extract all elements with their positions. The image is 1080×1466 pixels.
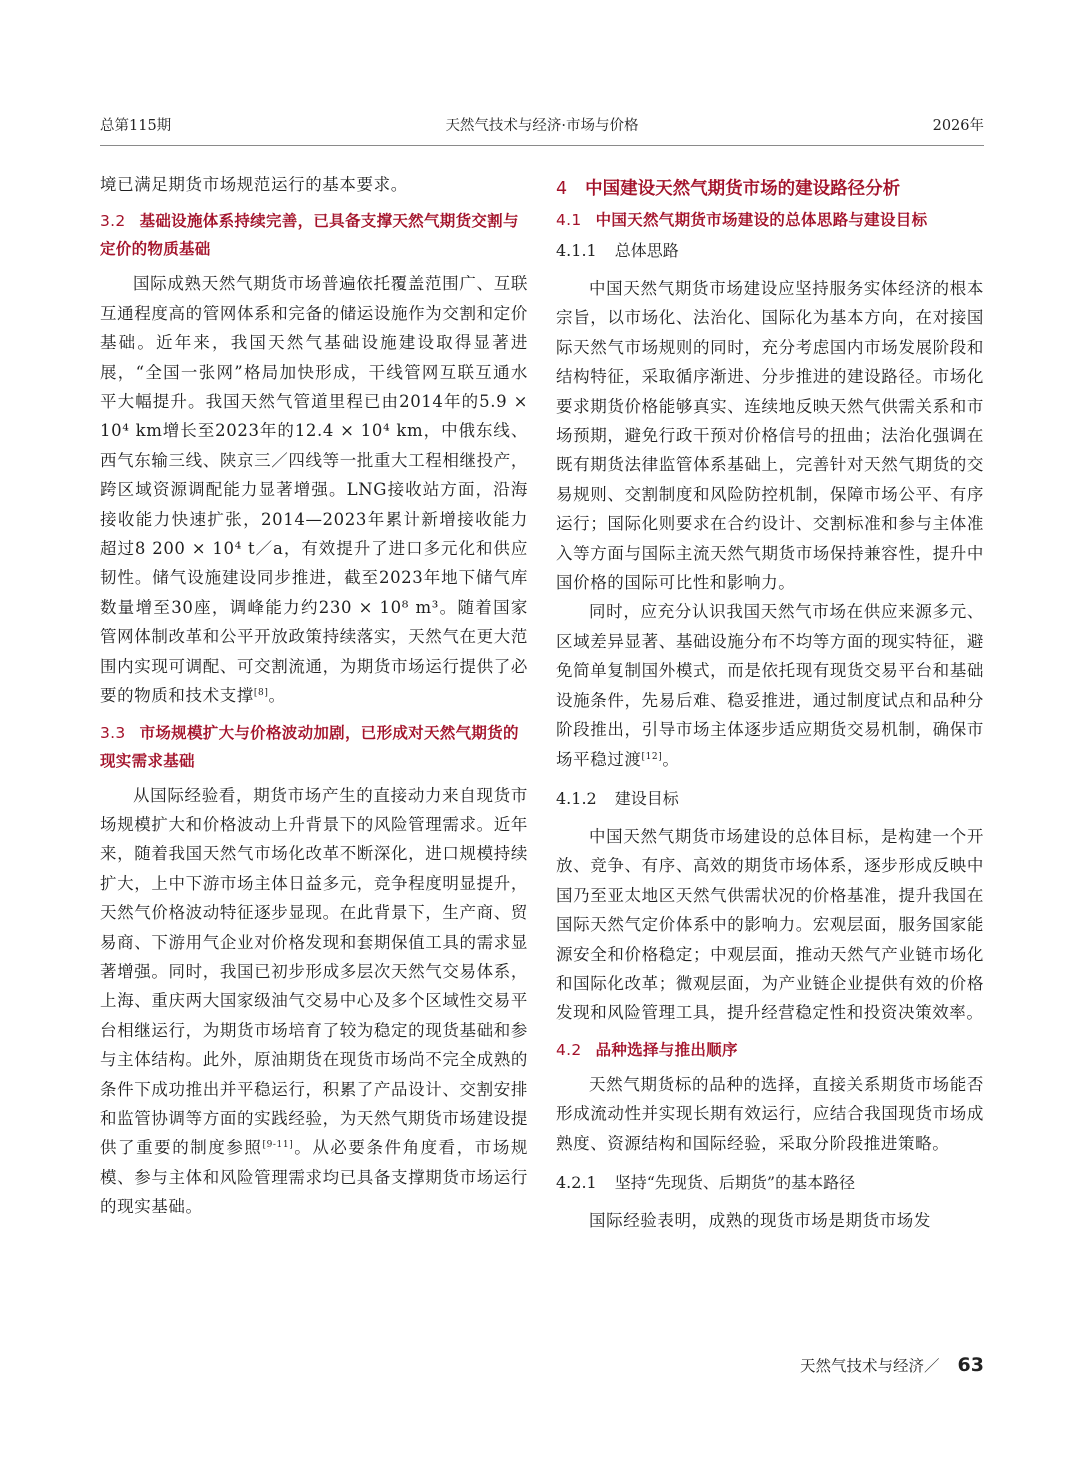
section-title: 中国建设天然气期货市场的建设路径分析	[585, 179, 901, 199]
section-title: 市场规模扩大与价格波动加剧，已形成对天然气期货的现实需求基础	[100, 723, 519, 770]
citation: [9-11]	[262, 1140, 294, 1151]
section-title: 基础设施体系持续完善，已具备支撑天然气期货交割与定价的物质基础	[100, 212, 519, 259]
section-number: 3.3	[100, 723, 126, 742]
section-number: 4.2	[556, 1040, 582, 1059]
section-heading-3-2	[100, 207, 528, 263]
paragraph: 国际经验表明，成熟的现货市场是期货市场发	[589, 1210, 931, 1230]
paragraph-end: 。	[268, 686, 286, 706]
paragraph-text: 国际成熟天然气期货市场普遍依托覆盖范围广、互联互通程度高的管网体系和完备的储运设施作为交割和定价基础。近年来，我国天然气基础设施建设取得显著进展，“全国一张网”格局加快形成，干线管网互联互通水平大幅提升。我国天然气管道里程已由2014年的5.9 × 10⁴ km增长至2023年的12.4 × 10⁴ km，中俄东线、西气东输三线、陕京三／四线等一批重大工程相继投产，跨区域资源调配能力显著增强。LNG接收站方面，沿海接收能力快速扩张，2014—2023年累计新增接收能力超过8 200 × 10⁴ t／a，有效提升了进口多元化和供应韧性。储气设施建设同步推进，截至2023年地下储气库数量增至30座，调峰能力约230 × 10⁸ m³。随着国家管网体制改革和公平开放政策持续落实，天然气在更大范围内实现可调配、可交割流通，为期货市场运行提供了必要的物质和技术支撑	[100, 274, 528, 706]
paragraph	[100, 269, 528, 710]
right-column	[556, 170, 984, 1235]
paragraph: 中国天然气期货市场建设应坚持服务实体经济的根本宗旨，以市场化、法治化、国际化为基本方向，在对接国际天然气市场规则的同时，充分考虑国内市场发展阶段和结构特征，采取循序渐进、分步推进的建设路径。市场化要求期货价格能够真实、连续地反映天然气供需关系和市场预期，避免行政干预对价格信号的扭曲；法治化强调在既有期货法律监管体系基础上，完善针对天然气期货的交易规则、交割制度和风险防控机制，保障市场公平、有序运行；国际化则要求在合约设计、交割标准和参与主体准入等方面与国际主流天然气期货市场保持兼容性，提升中国价格的国际可比性和影响力。	[556, 279, 984, 593]
citation: [12]	[641, 751, 663, 762]
section-number: 3.2	[100, 212, 126, 231]
left-column	[100, 170, 528, 1222]
journal-section: 天然气技术与经济·市场与价格	[445, 118, 639, 134]
subsection-title: 总体思路	[614, 241, 679, 260]
paragraph: 中国天然气期货市场建设的总体目标，是构建一个开放、竞争、有序、高效的期货市场体系，逐步形成反映中国乃至亚太地区天然气供需状况的价格基准，提升我国在国际天然气定价体系中的影响力。宏观层面，服务国家能源安全和价格稳定；中观层面，推动天然气产业链市场化和国际化改革；微观层面，为产业链企业提供有效的价格发现和风险管理工具，提升经营稳定性和投资决策效率。	[556, 826, 984, 1023]
paragraph: 天然气期货标的品种的选择，直接关系期货市场能否形成流动性并实现长期有效运行，应结合我国现货市场成熟度、资源结构和国际经验，采取分阶段推进策略。	[556, 1074, 984, 1153]
issue-number: 总第115期	[100, 118, 172, 134]
running-header	[100, 114, 984, 140]
paragraph	[100, 781, 528, 1222]
subsection-number: 4.1.1	[556, 241, 597, 260]
publication-year: 2026年	[932, 118, 984, 134]
subsection-title: 坚持“先现货、后期货”的基本路径	[614, 1172, 856, 1192]
section-heading-3-3	[100, 719, 528, 775]
section-number: 4.1	[556, 211, 582, 229]
paragraph-text: 从国际经验看，期货市场产生的直接动力来自现货市场规模扩大和价格波动上升背景下的风险管理需求。近年来，随着我国天然气市场化改革不断深化，进口规模持续扩大，上中下游市场主体日益多元，竞争程度明显提升，天然气价格波动特征逐步显现。在此背景下，生产商、贸易商、下游用气企业对价格发现和套期保值工具的需求显著增强。同时，我国已初步形成多层次天然气交易体系，上海、重庆两大国家级油气交易中心及多个区域性交易平台相继运行，为期货市场培育了较为稳定的现货基础和参与主体结构。此外，原油期货在现货市场尚不完全成熟的条件下成功推出并平稳运行，积累了产品设计、交割安排和监管协调等方面的实践经验，为天然气期货市场建设提供了重要的制度参照	[100, 785, 528, 1158]
header-rule	[100, 145, 984, 146]
paragraph-continued: 境已满足期货市场规范运行的基本要求。	[100, 175, 408, 194]
paragraph-text: 同时，应充分认识我国天然气市场在供应来源多元、区域差异显著、基础设施分布不均等方面的现实特征，避免简单复制国外模式，而是依托现有现货交易平台和基础设施条件，先易后难、稳妥推进，通过制度试点和品种分阶段推出，引导市场主体逐步适应期货交易机制，确保市场平稳过渡	[556, 602, 984, 769]
section-heading-4-1	[556, 206, 984, 234]
section-heading-4	[556, 174, 984, 204]
subsection-number: 4.1.2	[556, 788, 597, 808]
subsection-heading-4-1-2	[556, 784, 984, 814]
section-number: 4	[556, 179, 568, 199]
subsection-heading-4-2-1	[556, 1168, 984, 1198]
paragraph-text: 。从必要条件角度看，市场规模、参与主体和风险管理需求均已具备支撑期货市场运行的现实基础。	[100, 1138, 528, 1217]
citation: [8]	[253, 688, 269, 699]
subsection-number: 4.2.1	[556, 1172, 597, 1192]
running-footer	[800, 1354, 984, 1376]
paragraph	[556, 597, 984, 773]
section-title: 中国天然气期货市场建设的总体思路与建设目标	[595, 211, 928, 229]
section-title: 品种选择与推出顺序	[595, 1040, 738, 1059]
page-number: 63	[957, 1354, 984, 1376]
footer-journal: 天然气技术与经济／	[800, 1357, 940, 1375]
subsection-heading-4-1-1	[556, 236, 984, 266]
paragraph-end: 。	[662, 749, 680, 769]
section-heading-4-2	[556, 1036, 984, 1064]
subsection-title: 建设目标	[614, 788, 679, 808]
